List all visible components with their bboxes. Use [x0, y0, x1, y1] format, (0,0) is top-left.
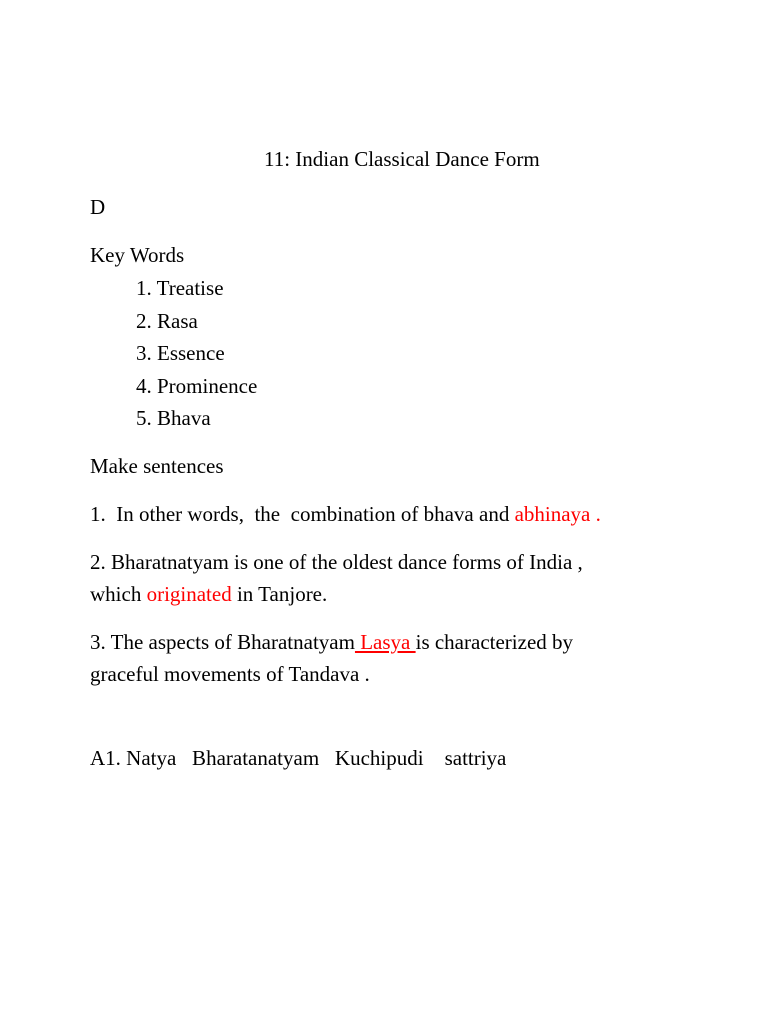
list-item [136, 337, 257, 370]
sentence-2-line-1: 2. Bharatnatyam is one of the oldest dance forms of India , [90, 550, 583, 574]
sentence-3-line-1 [90, 626, 573, 658]
list-item [136, 370, 257, 403]
sentence-1-highlight: abhinaya . [514, 502, 601, 526]
sentence-3-highlight: Lasya [354, 630, 416, 654]
list-item [136, 402, 257, 435]
key-words-heading: Key Words [90, 243, 185, 267]
list-item-word: Treatise [156, 276, 224, 300]
make-sentences-heading: Make sentences [90, 454, 224, 478]
page-title: 11: Indian Classical Dance Form [264, 147, 540, 171]
sentence-3-line-2: graceful movements of Tandava . [90, 662, 370, 686]
list-item [136, 272, 257, 305]
list-item-number: 1. [136, 276, 152, 300]
list-item-word: Bhava [157, 406, 211, 430]
list-item-word: Rasa [157, 308, 198, 333]
sentence-3-text-before: 3. The aspects of Bharatnatyam [90, 630, 355, 654]
list-item [136, 305, 257, 338]
sentence-2-line-2 [90, 578, 327, 610]
list-item-number: 2. [136, 308, 152, 333]
sentence-2-text-after: in Tanjore. [231, 582, 328, 606]
list-item-word: Prominence [157, 373, 258, 398]
list-item-number: 5. [136, 406, 152, 430]
sentence-1 [90, 498, 601, 530]
sentence-2-text-before: which [90, 582, 147, 606]
key-words-list [136, 272, 257, 435]
sentence-2-highlight: originated [146, 582, 232, 606]
answer-line: A1. Natya Bharatanatyam Kuchipudi sattriya [90, 746, 507, 770]
sentence-3-text-after: is characterized by [415, 630, 574, 654]
sentence-1-text: 1. In other words, the combination of bhava and [90, 502, 515, 526]
list-item-word: Essence [157, 341, 225, 365]
list-item-number: 4. [136, 373, 152, 398]
section-letter: D [90, 195, 106, 219]
list-item-number: 3. [136, 341, 152, 365]
